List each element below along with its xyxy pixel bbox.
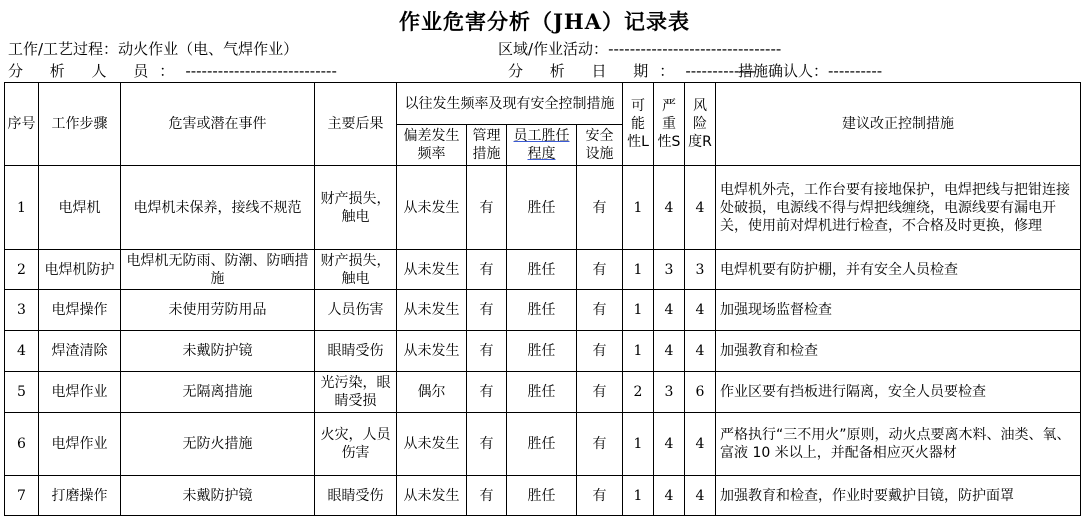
cell-hazard: 无防火措施 bbox=[121, 413, 315, 476]
header-facility: 安全设施 bbox=[577, 125, 623, 166]
analyst-line bbox=[8, 60, 337, 81]
cell-competence: 胜任 bbox=[507, 372, 577, 413]
cell-seq: 7 bbox=[5, 476, 39, 516]
page-title: 作业危害分析（JHA）记录表 bbox=[398, 9, 691, 34]
cell-s: 4 bbox=[654, 331, 685, 372]
header-control-group: 以往发生频率及现有安全控制措施 bbox=[397, 83, 623, 125]
table-row bbox=[5, 372, 1081, 413]
header-likelihood: 可能性L bbox=[623, 83, 654, 166]
cell-facility: 有 bbox=[577, 331, 623, 372]
confirm-line bbox=[738, 60, 882, 81]
cell-l: 1 bbox=[623, 476, 654, 516]
cell-s: 3 bbox=[654, 250, 685, 290]
cell-freq: 从未发生 bbox=[397, 290, 467, 331]
cell-mgmt: 有 bbox=[467, 372, 507, 413]
cell-facility: 有 bbox=[577, 250, 623, 290]
cell-suggestion: 电焊机要有防护棚，并有安全人员检查 bbox=[716, 250, 1081, 290]
cell-hazard: 无隔离措施 bbox=[121, 372, 315, 413]
header-freq: 偏差发生频率 bbox=[397, 125, 467, 166]
cell-suggestion: 作业区要有挡板进行隔离，安全人员要检查 bbox=[716, 372, 1081, 413]
header-hazard: 危害或潜在事件 bbox=[121, 83, 315, 166]
cell-freq: 从未发生 bbox=[397, 166, 467, 250]
header-risk: 风险度R bbox=[685, 83, 716, 166]
cell-step: 电焊作业 bbox=[39, 413, 121, 476]
cell-step: 焊渣清除 bbox=[39, 331, 121, 372]
date-line bbox=[508, 60, 756, 81]
cell-facility: 有 bbox=[577, 413, 623, 476]
analyst-label: 分 析 人 员： bbox=[8, 62, 186, 80]
cell-r: 4 bbox=[685, 166, 716, 250]
cell-step: 打磨操作 bbox=[39, 476, 121, 516]
cell-seq: 4 bbox=[5, 331, 39, 372]
cell-competence: 胜任 bbox=[507, 331, 577, 372]
cell-facility: 有 bbox=[577, 290, 623, 331]
cell-r: 4 bbox=[685, 476, 716, 516]
cell-s: 4 bbox=[654, 413, 685, 476]
cell-hazard: 电焊机无防雨、防潮、防晒措施 bbox=[121, 250, 315, 290]
cell-hazard: 未使用劳防用品 bbox=[121, 290, 315, 331]
cell-r: 6 bbox=[685, 372, 716, 413]
cell-suggestion: 加强教育和检查 bbox=[716, 331, 1081, 372]
cell-suggestion: 严格执行“三不用火”原则，动火点要离木料、油类、氧、富液 10 米以上，并配备相应灭火器材 bbox=[716, 413, 1081, 476]
cell-competence: 胜任 bbox=[507, 290, 577, 331]
cell-competence: 胜任 bbox=[507, 250, 577, 290]
cell-l: 1 bbox=[623, 250, 654, 290]
cell-freq: 从未发生 bbox=[397, 331, 467, 372]
confirm-value: ---------- bbox=[828, 62, 883, 80]
cell-consequence: 火灾，人员伤害 bbox=[315, 413, 397, 476]
confirm-label: 措施确认人： bbox=[738, 62, 829, 80]
date-label: 分 析 日 期： bbox=[508, 62, 686, 80]
process-value: 动火作业（电、气焊作业） bbox=[118, 40, 299, 58]
cell-freq: 从未发生 bbox=[397, 413, 467, 476]
cell-s: 4 bbox=[654, 476, 685, 516]
header-step: 工作步骤 bbox=[39, 83, 121, 166]
cell-consequence: 人员伤害 bbox=[315, 290, 397, 331]
table-row bbox=[5, 290, 1081, 331]
cell-consequence: 眼睛受伤 bbox=[315, 331, 397, 372]
cell-step: 电焊机防护 bbox=[39, 250, 121, 290]
cell-l: 1 bbox=[623, 166, 654, 250]
process-label: 工作/工艺过程： bbox=[8, 40, 119, 58]
cell-seq: 2 bbox=[5, 250, 39, 290]
cell-hazard: 未戴防护镜 bbox=[121, 331, 315, 372]
area-value: -------------------------------- bbox=[608, 40, 782, 58]
cell-consequence: 财产损失，触电 bbox=[315, 250, 397, 290]
header-severity: 严重性S bbox=[654, 83, 685, 166]
area-label: 区域/作业活动： bbox=[498, 40, 609, 58]
cell-consequence: 眼睛受伤 bbox=[315, 476, 397, 516]
cell-mgmt: 有 bbox=[467, 166, 507, 250]
cell-step: 电焊作业 bbox=[39, 372, 121, 413]
process-line bbox=[8, 38, 298, 59]
analyst-value: ---------------------------- bbox=[185, 62, 337, 80]
cell-facility: 有 bbox=[577, 476, 623, 516]
cell-s: 3 bbox=[654, 372, 685, 413]
cell-l: 2 bbox=[623, 372, 654, 413]
cell-mgmt: 有 bbox=[467, 250, 507, 290]
date-value: ------------- bbox=[685, 62, 756, 80]
header-suggestion: 建议改正控制措施 bbox=[716, 83, 1081, 166]
cell-s: 4 bbox=[654, 166, 685, 250]
table-row bbox=[5, 331, 1081, 372]
cell-consequence: 财产损失，触电 bbox=[315, 166, 397, 250]
cell-seq: 1 bbox=[5, 166, 39, 250]
cell-freq: 偶尔 bbox=[397, 372, 467, 413]
header-seq: 序号 bbox=[5, 83, 39, 166]
cell-seq: 6 bbox=[5, 413, 39, 476]
cell-mgmt: 有 bbox=[467, 331, 507, 372]
cell-suggestion: 加强教育和检查，作业时要戴护目镜，防护面罩 bbox=[716, 476, 1081, 516]
cell-competence: 胜任 bbox=[507, 166, 577, 250]
cell-l: 1 bbox=[623, 413, 654, 476]
cell-hazard: 未戴防护镜 bbox=[121, 476, 315, 516]
cell-l: 1 bbox=[623, 290, 654, 331]
cell-r: 3 bbox=[685, 250, 716, 290]
cell-seq: 3 bbox=[5, 290, 39, 331]
cell-facility: 有 bbox=[577, 166, 623, 250]
header-consequence: 主要后果 bbox=[315, 83, 397, 166]
table-row bbox=[5, 166, 1081, 250]
cell-competence: 胜任 bbox=[507, 413, 577, 476]
cell-suggestion: 电焊机外壳，工作台要有接地保护，电焊把线与把钳连接处破损，电源线不得与焊把线缠绕，电源线要有漏电开关，使用前对焊机进行检查，不合格及时更换，修理 bbox=[716, 166, 1081, 250]
cell-r: 4 bbox=[685, 290, 716, 331]
table-row bbox=[5, 250, 1081, 290]
cell-consequence: 光污染，眼睛受损 bbox=[315, 372, 397, 413]
cell-step: 电焊操作 bbox=[39, 290, 121, 331]
table-row bbox=[5, 413, 1081, 476]
jha-table bbox=[4, 82, 1081, 516]
cell-l: 1 bbox=[623, 331, 654, 372]
cell-suggestion: 加强现场监督检查 bbox=[716, 290, 1081, 331]
area-line bbox=[498, 38, 781, 59]
table-row bbox=[5, 476, 1081, 516]
cell-freq: 从未发生 bbox=[397, 250, 467, 290]
cell-facility: 有 bbox=[577, 372, 623, 413]
cell-step: 电焊机 bbox=[39, 166, 121, 250]
cell-hazard: 电焊机未保养，接线不规范 bbox=[121, 166, 315, 250]
header-mgmt: 管理措施 bbox=[467, 125, 507, 166]
cell-seq: 5 bbox=[5, 372, 39, 413]
cell-mgmt: 有 bbox=[467, 476, 507, 516]
header-competence: 员工胜任程度 bbox=[507, 125, 577, 166]
cell-s: 4 bbox=[654, 290, 685, 331]
cell-mgmt: 有 bbox=[467, 290, 507, 331]
cell-freq: 从未发生 bbox=[397, 476, 467, 516]
cell-r: 4 bbox=[685, 413, 716, 476]
cell-mgmt: 有 bbox=[467, 413, 507, 476]
cell-competence: 胜任 bbox=[507, 476, 577, 516]
cell-r: 4 bbox=[685, 331, 716, 372]
